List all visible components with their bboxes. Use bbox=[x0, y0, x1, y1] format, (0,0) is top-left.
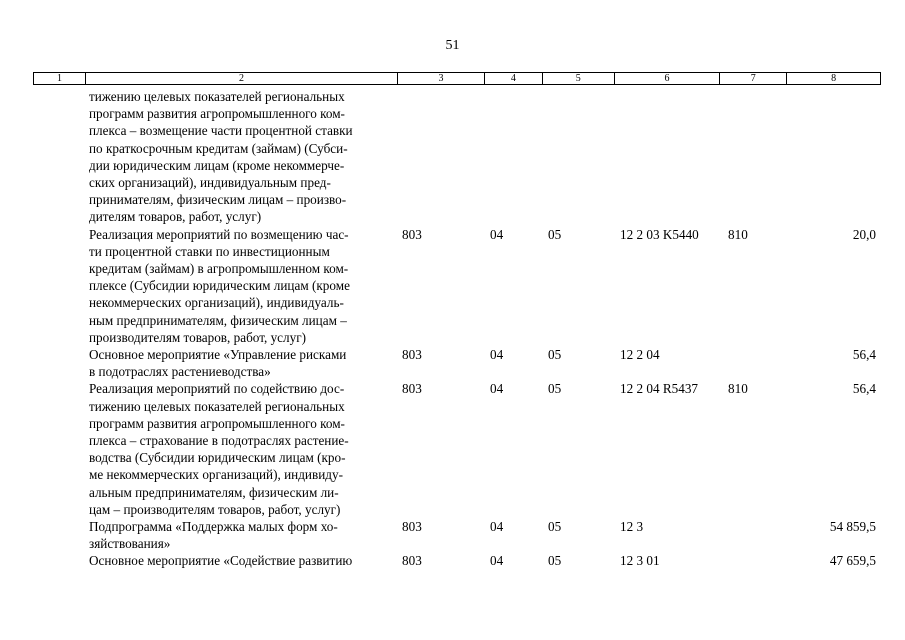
table-row bbox=[0, 380, 905, 518]
row-description: тижению целевых показателей региональных программ развития агропромышленного ком- плекса – возмещение части процентной ставки по краткосрочным кредитам (займам) (Субси- дии юридическим лицам (кроме некоммерче- ских организаций), индивидуальным пред- принимателям, физическим лицам – произво- дителям товаров, работ, услуг) bbox=[89, 89, 353, 225]
row-col5: 05 bbox=[548, 346, 562, 362]
row-col4: 04 bbox=[490, 226, 504, 242]
header-cell-2: 2 bbox=[86, 73, 398, 84]
row-col5: 05 bbox=[548, 381, 562, 397]
row-col5: 05 bbox=[548, 553, 562, 569]
table-row bbox=[0, 346, 905, 380]
table-header bbox=[33, 72, 881, 85]
row-description: Основное мероприятие «Управление рисками в подотраслях растениеводства» bbox=[89, 346, 347, 380]
header-cell-4: 4 bbox=[485, 73, 543, 84]
header-cell-8: 8 bbox=[831, 73, 837, 84]
row-col8: 20,0 bbox=[852, 226, 876, 242]
row-description: Основное мероприятие «Содействие развитию bbox=[89, 553, 353, 569]
row-col6: 12 2 04 R5437 bbox=[620, 381, 699, 397]
table-row bbox=[0, 552, 905, 569]
row-description: Подпрограмма «Поддержка малых форм хо- зяйствования» bbox=[89, 518, 338, 552]
header-cell-6: 6 bbox=[615, 73, 721, 84]
row-col8: 56,4 bbox=[852, 346, 876, 362]
row-col3: 803 bbox=[402, 346, 422, 362]
row-col4: 04 bbox=[490, 518, 504, 534]
row-col3: 803 bbox=[402, 381, 422, 397]
row-col6: 12 2 04 bbox=[620, 346, 660, 362]
row-col4: 04 bbox=[490, 553, 504, 569]
row-col6: 12 3 bbox=[620, 518, 644, 534]
row-col3: 803 bbox=[402, 553, 422, 569]
row-description: Реализация мероприятий по возмещению час- ти процентной ставки по инвестиционным кредитам (займам) в агропромышленном ком- плексе (Субсидии юридическим лицам (кроме некоммерческих организаций), индивидуаль- ным предпринимателям, физическим лицам – производителям товаров, работ, услуг) bbox=[89, 226, 350, 345]
row-col5: 05 bbox=[548, 518, 562, 534]
header-cell-5: 5 bbox=[543, 73, 615, 84]
table-body bbox=[0, 88, 905, 570]
row-col3: 803 bbox=[402, 226, 422, 242]
row-col7: 810 bbox=[728, 226, 748, 242]
row-col8: 56,4 bbox=[852, 381, 876, 397]
row-col4: 04 bbox=[490, 381, 504, 397]
row-col8: 54 859,5 bbox=[829, 518, 876, 534]
header-cell-3: 3 bbox=[398, 73, 485, 84]
row-col4: 04 bbox=[490, 346, 504, 362]
header-cell-7: 7 bbox=[720, 73, 787, 84]
row-col6: 12 2 03 K5440 bbox=[620, 226, 699, 242]
row-col7: 810 bbox=[728, 381, 748, 397]
row-col3: 803 bbox=[402, 518, 422, 534]
table-row bbox=[0, 88, 905, 226]
table-row bbox=[0, 518, 905, 552]
table-row bbox=[0, 226, 905, 346]
header-cell-1: 1 bbox=[34, 73, 86, 84]
row-description: Реализация мероприятий по содействию дос- тижению целевых показателей региональных программ развития агропромышленного ком- плекса – страхование в подотраслях растение- водства (Субсидии юридическим лицам (кро- ме некоммерческих организаций), индивиду- альным предпринимателям, физическим ли- цам – производителям товаров, работ, услуг) bbox=[89, 381, 349, 517]
row-col8: 47 659,5 bbox=[829, 553, 876, 569]
page-number: 51 bbox=[445, 38, 460, 53]
row-col5: 05 bbox=[548, 226, 562, 242]
row-col6: 12 3 01 bbox=[620, 553, 660, 569]
